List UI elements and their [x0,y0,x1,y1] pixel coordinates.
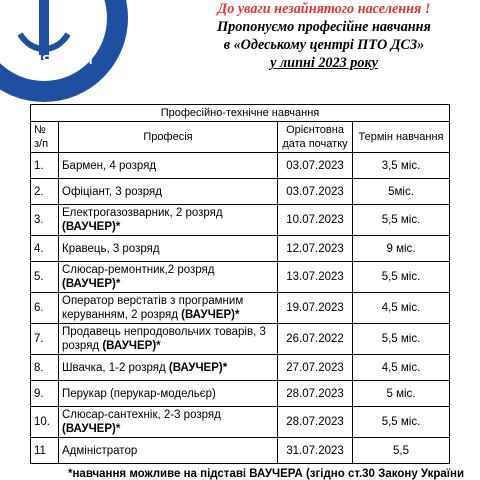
row-number: 8. [31,355,59,381]
header-term: Термін навчання [353,122,450,153]
row-duration: 4,5 міс. [353,355,450,381]
profession-name: Електрогазозварник, 2 розряд [62,207,223,219]
row-profession [59,381,278,407]
row-duration: 5міс. [353,179,450,205]
row-number: 1. [31,153,59,179]
header-warning: До уваги незайнятого населення ! [217,1,431,17]
row-profession [59,262,278,293]
voucher-mark: (ВАУЧЕР)* [62,221,121,233]
voucher-mark: (ВАУЧЕР)* [62,423,121,435]
row-start-date: 27.07.2023 [278,355,353,381]
row-duration: 5 міс. [353,381,450,407]
row-start-date: 03.07.2023 [278,179,353,205]
profession-name: Перукар (перукар-модельєр) [62,387,216,400]
row-profession [59,153,278,179]
row-profession [59,179,278,205]
table-row [31,293,450,324]
header-profession: Професія [59,122,278,153]
row-profession [59,293,278,324]
row-duration: 5,5 [353,438,450,464]
row-duration: 9 міс. [353,236,450,262]
row-profession [59,407,278,438]
row-start-date: 28.07.2023 [278,407,353,438]
row-duration: 5,5 міс. [353,324,450,355]
table-row [31,438,450,464]
row-profession [59,324,278,355]
table-row [31,355,450,381]
row-profession [59,355,278,381]
voucher-mark: (ВАУЧЕР)* [62,278,121,290]
table-body [31,153,450,464]
header-center: в «Одеському центрі ПТО ДСЗ» [223,37,425,53]
profession-name: Адміністратор [62,444,138,457]
profession-name: Бармен, 4 розряд [62,159,157,172]
table-section-title: Професійно-технічне навчання [31,105,450,122]
row-duration: 3,5 міс. [353,153,450,179]
header-date: Орієнтовна дата початку [278,122,353,153]
row-profession [59,438,278,464]
table-row [31,179,450,205]
row-start-date: 26.07.2022 [278,324,353,355]
row-number: 11 [31,438,59,464]
row-start-date: 31.07.2023 [278,438,353,464]
row-duration: 5,5 міс. [353,407,450,438]
table-row [31,262,450,293]
table-row [31,236,450,262]
row-start-date: 03.07.2023 [278,153,353,179]
training-table [30,104,450,464]
row-start-date: 28.07.2023 [278,381,353,407]
row-duration: 5,5 міс. [353,205,450,236]
row-number: 6. [31,293,59,324]
row-start-date: 19.07.2023 [278,293,353,324]
row-number: 7. [31,324,59,355]
header-offer: Пропонуємо професійне навчання [217,19,431,35]
table-row [31,407,450,438]
row-start-date: 13.07.2023 [278,262,353,293]
row-number: 9. [31,381,59,407]
profession-name: Кравець, 3 розряд [62,242,160,255]
table-row [31,153,450,179]
logo-emblem-icon [0,0,128,102]
profession-name: Офіціант, 3 розряд [62,185,162,198]
voucher-footnote: *навчання можливе на підставі ВАУЧЕРА (згідно ст.30 Закону України [68,468,465,480]
row-number: 4. [31,236,59,262]
logo-text: ЗАЙНЯТОСТІ [4,52,93,67]
row-duration: 4,5 міс. [353,293,450,324]
row-duration: 5,5 міс. [353,262,450,293]
row-number: 2. [31,179,59,205]
row-number: 10. [31,407,59,438]
header-period: у липні 2023 року [270,55,378,71]
profession-name: Оператор верстатів з програмним керуванням, 2 розряд [62,295,244,321]
row-profession [59,236,278,262]
table-row [31,324,450,355]
announcement-header [168,0,480,72]
row-profession [59,205,278,236]
table-row [31,381,450,407]
employment-service-logo [0,0,128,102]
header-num: № з/п [31,122,59,153]
row-number: 3. [31,205,59,236]
profession-name: Слюсар-ремонтник,2 розряд [62,264,215,276]
row-start-date: 12.07.2023 [278,236,353,262]
voucher-mark: (ВАУЧЕР)* [168,361,228,374]
voucher-mark: (ВАУЧЕР)* [181,309,240,321]
profession-name: Слюсар-сантехнік, 2-3 розряд [62,409,221,421]
profession-name: Швачка, 1-2 розряд [62,361,166,374]
row-number: 5. [31,262,59,293]
profession-name: Продавець непродовольчих товарів, 3 розряд [62,326,266,352]
table-row [31,205,450,236]
row-start-date: 10.07.2023 [278,205,353,236]
voucher-mark: (ВАУЧЕР)* [102,340,161,352]
